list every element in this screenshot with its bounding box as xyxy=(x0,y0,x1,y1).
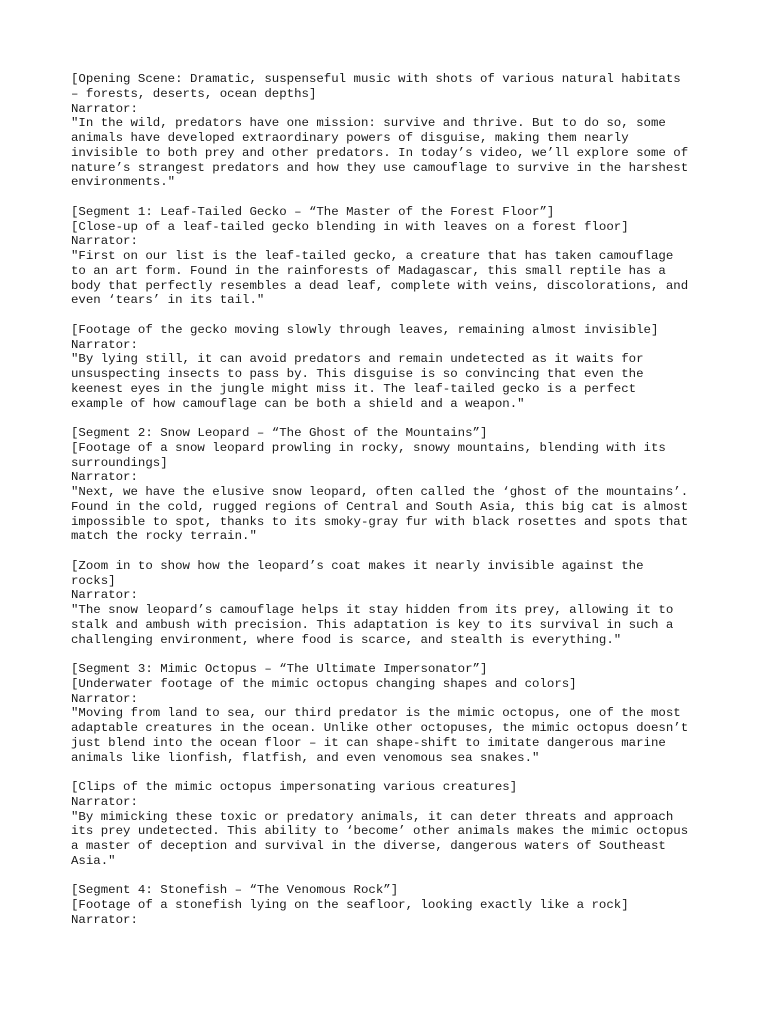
stage-direction: [Footage of the gecko moving slowly through leaves, remaining almost invisible] xyxy=(71,322,659,337)
segment-heading: [Segment 2: Snow Leopard – “The Ghost of the Mountains”] xyxy=(71,426,488,440)
text-line: "Next, we have the elusive snow leopard, often called the ‘ghost of the mountains’. xyxy=(71,485,689,499)
narrator-label: Narrator: xyxy=(71,794,138,809)
script-body xyxy=(71,72,711,928)
text-line: "By lying still, it can avoid predators and remain undetected as it waits for xyxy=(71,352,644,367)
script-paragraph xyxy=(71,883,711,927)
script-paragraph xyxy=(71,323,711,412)
text-line: surroundings] xyxy=(71,455,168,470)
text-line: environments." xyxy=(71,175,176,190)
script-paragraph xyxy=(71,205,711,308)
script-paragraph xyxy=(71,426,711,544)
stage-direction: [Footage of a stonefish lying on the seafloor, looking exactly like a rock] xyxy=(71,898,629,912)
text-line: invisible to both prey and other predators. In today’s video, we’ll explore some of xyxy=(71,145,689,160)
stage-direction: [Close-up of a leaf-tailed gecko blending in with leaves on a forest floor] xyxy=(71,219,629,234)
text-line: "First on our list is the leaf-tailed gecko, a creature that has taken camouflage xyxy=(71,249,674,263)
segment-heading: [Segment 4: Stonefish – “The Venomous Rock”] xyxy=(71,883,399,898)
narrator-label: Narrator: xyxy=(71,337,138,352)
text-line: "Moving from land to sea, our third predator is the mimic octopus, one of the most xyxy=(71,706,681,721)
text-line: rocks] xyxy=(71,573,116,588)
text-line: Found in the cold, rugged regions of Central and South Asia, this big cat is almost xyxy=(71,499,689,514)
stage-direction: [Clips of the mimic octopus impersonating various creatures] xyxy=(71,780,518,794)
text-line: challenging environment, where food is scarce, and stealth is everything." xyxy=(71,632,622,647)
narrator-label: Narrator: xyxy=(71,234,138,249)
stage-direction: [Opening Scene: Dramatic, suspenseful music with shots of various natural habitats xyxy=(71,72,681,86)
text-line: keenest eyes in the jungle might miss it. The leaf-tailed gecko is a perfect xyxy=(71,381,637,396)
text-line: adaptable creatures in the ocean. Unlike other octopuses, the mimic octopus doesn’t xyxy=(71,721,689,735)
narrator-label: Narrator: xyxy=(71,912,138,927)
text-line: nature’s strangest predators and how they use camouflage to survive in the harshest xyxy=(71,160,689,175)
script-paragraph xyxy=(71,72,711,190)
text-line: match the rocky terrain." xyxy=(71,529,257,544)
narrator-label: Narrator: xyxy=(71,470,138,485)
text-line: unsuspecting insects to pass by. This disguise is so convincing that even the xyxy=(71,367,644,381)
text-line: "By mimicking these toxic or predatory animals, it can deter threats and approach xyxy=(71,809,674,824)
text-line: its prey undetected. This ability to ‘become’ other animals makes the mimic octopus xyxy=(71,824,689,839)
text-line: example of how camouflage can be both a shield and a weapon." xyxy=(71,396,525,411)
text-line: just blend into the ocean floor – it can shape-shift to imitate dangerous marine xyxy=(71,735,666,750)
text-line: – forests, deserts, ocean depths] xyxy=(71,86,317,101)
text-line: body that perfectly resembles a dead leaf, complete with veins, discolorations, and xyxy=(71,278,689,293)
script-paragraph xyxy=(71,559,711,648)
text-line: Asia." xyxy=(71,853,116,868)
segment-heading: [Segment 3: Mimic Octopus – “The Ultimate Impersonator”] xyxy=(71,662,488,676)
text-line: stalk and ambush with precision. This adaptation is key to its survival in such a xyxy=(71,617,674,632)
text-line: a master of deception and survival in the diverse, dangerous waters of Southeast xyxy=(71,839,666,853)
narrator-label: Narrator: xyxy=(71,101,138,116)
text-line: impossible to spot, thanks to its smoky-gray fur with black rosettes and spots that xyxy=(71,514,689,529)
document-page xyxy=(71,72,711,942)
text-line: "The snow leopard’s camouflage helps it stay hidden from its prey, allowing it to xyxy=(71,603,674,617)
text-line: "In the wild, predators have one mission: survive and thrive. But to do so, some xyxy=(71,116,666,131)
script-paragraph xyxy=(71,780,711,869)
text-line: animals like lionfish, flatfish, and even venomous sea snakes." xyxy=(71,750,540,765)
stage-direction: [Footage of a snow leopard prowling in rocky, snowy mountains, blending with its xyxy=(71,440,666,455)
stage-direction: [Underwater footage of the mimic octopus changing shapes and colors] xyxy=(71,676,577,691)
text-line: to an art form. Found in the rainforests of Madagascar, this small reptile has a xyxy=(71,263,666,278)
text-line: even ‘tears’ in its tail." xyxy=(71,293,265,308)
narrator-label: Narrator: xyxy=(71,588,138,603)
script-paragraph xyxy=(71,662,711,765)
text-line: animals have developed extraordinary powers of disguise, making them nearly xyxy=(71,131,629,145)
stage-direction: [Zoom in to show how the leopard’s coat makes it nearly invisible against the xyxy=(71,558,644,573)
segment-heading: [Segment 1: Leaf-Tailed Gecko – “The Master of the Forest Floor”] xyxy=(71,204,555,219)
narrator-label: Narrator: xyxy=(71,691,138,706)
